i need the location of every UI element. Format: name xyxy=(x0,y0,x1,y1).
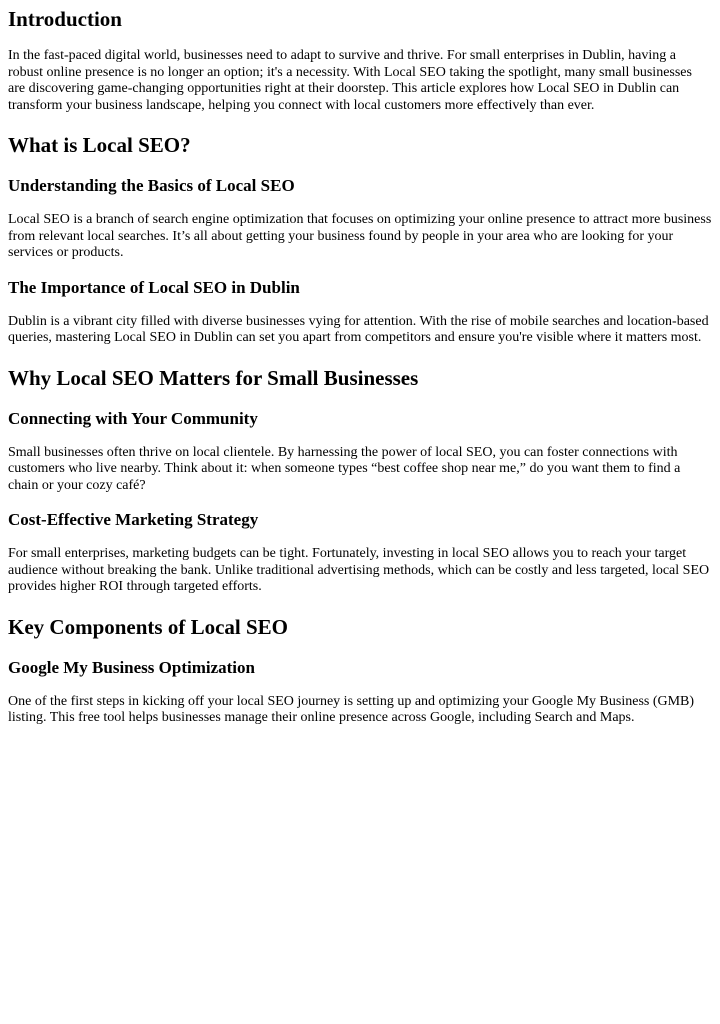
cost-effective-paragraph: For small enterprises, marketing budgets can be tight. Fortunately, investing in local SEO allows you to reach your target audience without breaking the bank. Unlike traditional advertising methods, which can be costly and less targeted, local SEO provides higher ROI through targeted efforts. xyxy=(8,546,710,594)
key-components-heading: Key Components of Local SEO xyxy=(8,614,289,639)
introduction-heading: Introduction xyxy=(8,7,122,31)
gmb-optimization-subheading: Google My Business Optimization xyxy=(8,657,255,677)
why-local-seo-matters-heading: Why Local SEO Matters for Small Businesses xyxy=(8,365,419,390)
community-paragraph: Small businesses often thrive on local clientele. By harnessing the power of local SEO, you can foster connections with customers who live nearby. Think about it: when someone types “best coffee shop near me,” do you want them to find a chain or your cozy café? xyxy=(8,444,681,493)
what-is-local-seo-heading: What is Local SEO? xyxy=(8,133,191,157)
article xyxy=(0,7,720,727)
introduction-paragraph: In the fast-paced digital world, businesses need to adapt to survive and thrive. For small enterprises in Dublin, having a robust online presence is no longer an option; it's a necessity. With Local SEO taking the spotlight, many small businesses are discovering game-changing opportunities right at their doorstep. This article explores how Local SEO in Dublin can transform your business landscape, helping you connect with local customers more effectively than ever. xyxy=(8,48,692,113)
cost-effective-subheading: Cost-Effective Marketing Strategy xyxy=(8,510,259,529)
community-subheading: Connecting with Your Community xyxy=(8,408,258,428)
gmb-optimization-paragraph: One of the first steps in kicking off your local SEO journey is setting up and optimizing your Google My Business (GMB) listing. This free tool helps businesses manage their online presence across Google, including Search and Maps. xyxy=(8,693,695,725)
importance-paragraph: Dublin is a vibrant city filled with diverse businesses vying for attention. With the rise of mobile searches and location-based queries, mastering Local SEO in Dublin can set you apart from competitors and ensure you're visible where it matters most. xyxy=(8,313,709,345)
basics-paragraph: Local SEO is a branch of search engine optimization that focuses on optimizing your online presence to attract more business from relevant local searches. It’s all about getting your business found by people in your area who are looking for your services or products. xyxy=(8,212,712,260)
basics-subheading: Understanding the Basics of Local SEO xyxy=(8,176,295,195)
importance-subheading: The Importance of Local SEO in Dublin xyxy=(8,277,300,297)
